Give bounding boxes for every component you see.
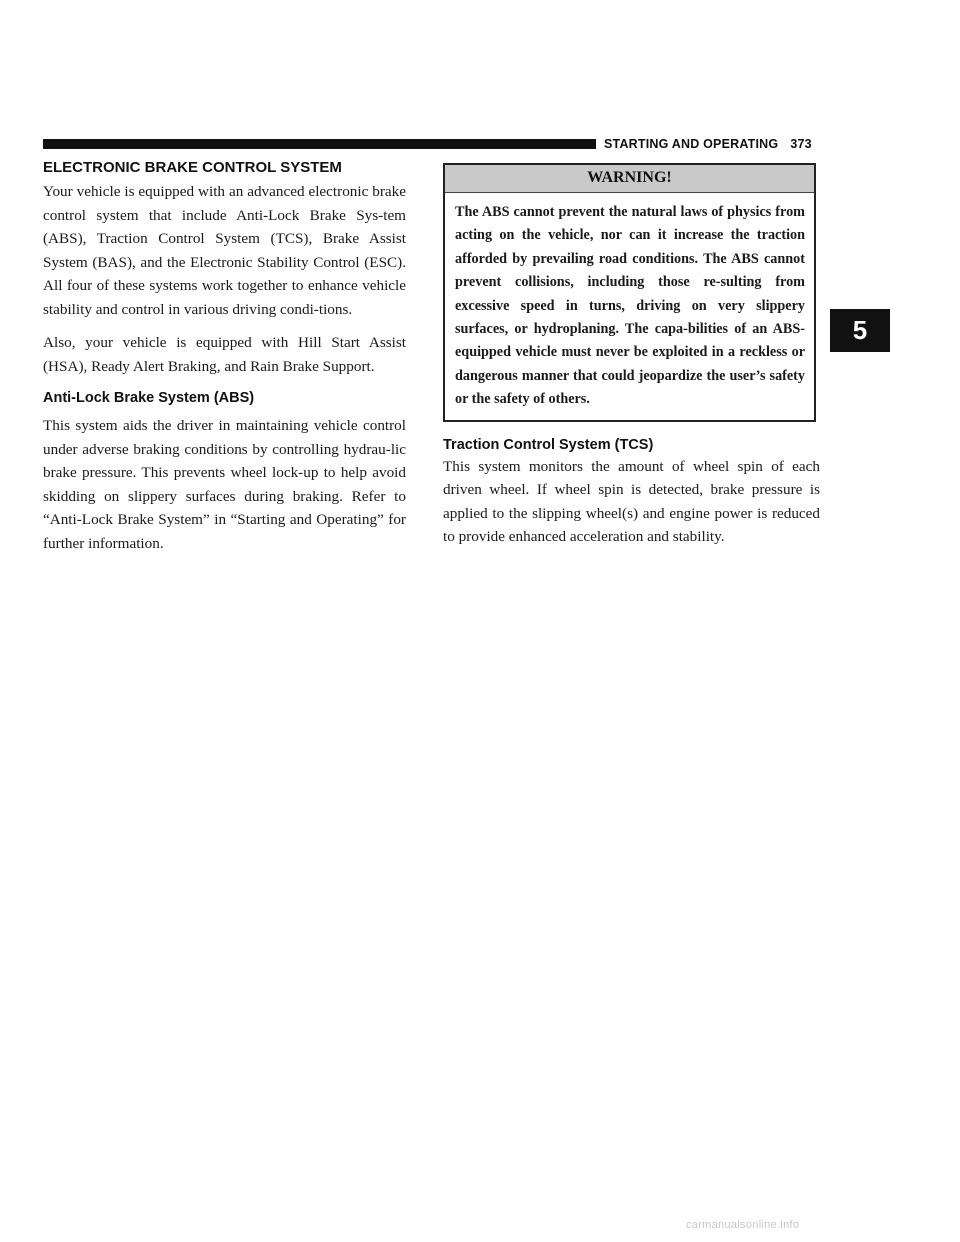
header-rule [43, 139, 596, 149]
tcs-title: Traction Control System (TCS) [443, 436, 654, 453]
footer-watermark: carmanualsonline.info [686, 1219, 800, 1231]
abs-paragraph: This system aids the driver in maintaining vehicle control under adverse braking conditions by controlling hydrau-lic brake pressure. This prevents wheel lock-up to help avoid skidding on slippery surfaces during braking. Refer to “Anti-Lock Brake System” in “Starting and Operating” for further information. [43, 417, 406, 552]
page-number: 373 [790, 137, 812, 151]
running-header [604, 137, 812, 151]
intro-paragraph: Your vehicle is equipped with an advanced electronic brake control system that include Anti-Lock Brake Sys-tem (ABS), Traction Control System (TCS), Brake Assist System (BAS), and the Electronic Stability Control (ESC). All four of these systems work together to enhance vehicle stability and control in various driving condi-tions. [43, 183, 406, 318]
section-title: ELECTRONIC BRAKE CONTROL SYSTEM [43, 159, 342, 176]
left-column [43, 159, 406, 565]
right-column [443, 163, 820, 559]
hsa-paragraph: Also, your vehicle is equipped with Hill Start Assist (HSA), Ready Alert Braking, and Rain Brake Support. [43, 334, 406, 375]
warning-title: WARNING! [445, 165, 814, 193]
header-section-label: STARTING AND OPERATING [604, 137, 779, 151]
warning-text: The ABS cannot prevent the natural laws of physics from acting on the vehicle, nor can it increase the traction afforded by prevailing road conditions. The ABS cannot prevent collisions, including those re-sulting from excessive speed in turns, driving on very slippery surfaces, or hydroplaning. The capa-bilities of an ABS-equipped vehicle must never be exploited in a reckless or dangerous manner that could jeopardize the user’s safety or the safety of others. [455, 204, 805, 408]
chapter-tab: 5 [830, 309, 890, 352]
warning-box [443, 163, 816, 422]
abs-title: Anti-Lock Brake System (ABS) [43, 390, 255, 406]
tcs-paragraph: This system monitors the amount of wheel spin of each driven wheel. If wheel spin is detected, brake pressure is applied to the slipping wheel(s) and engine power is reduced to provide enhanced acceleration and stability. [443, 457, 820, 546]
